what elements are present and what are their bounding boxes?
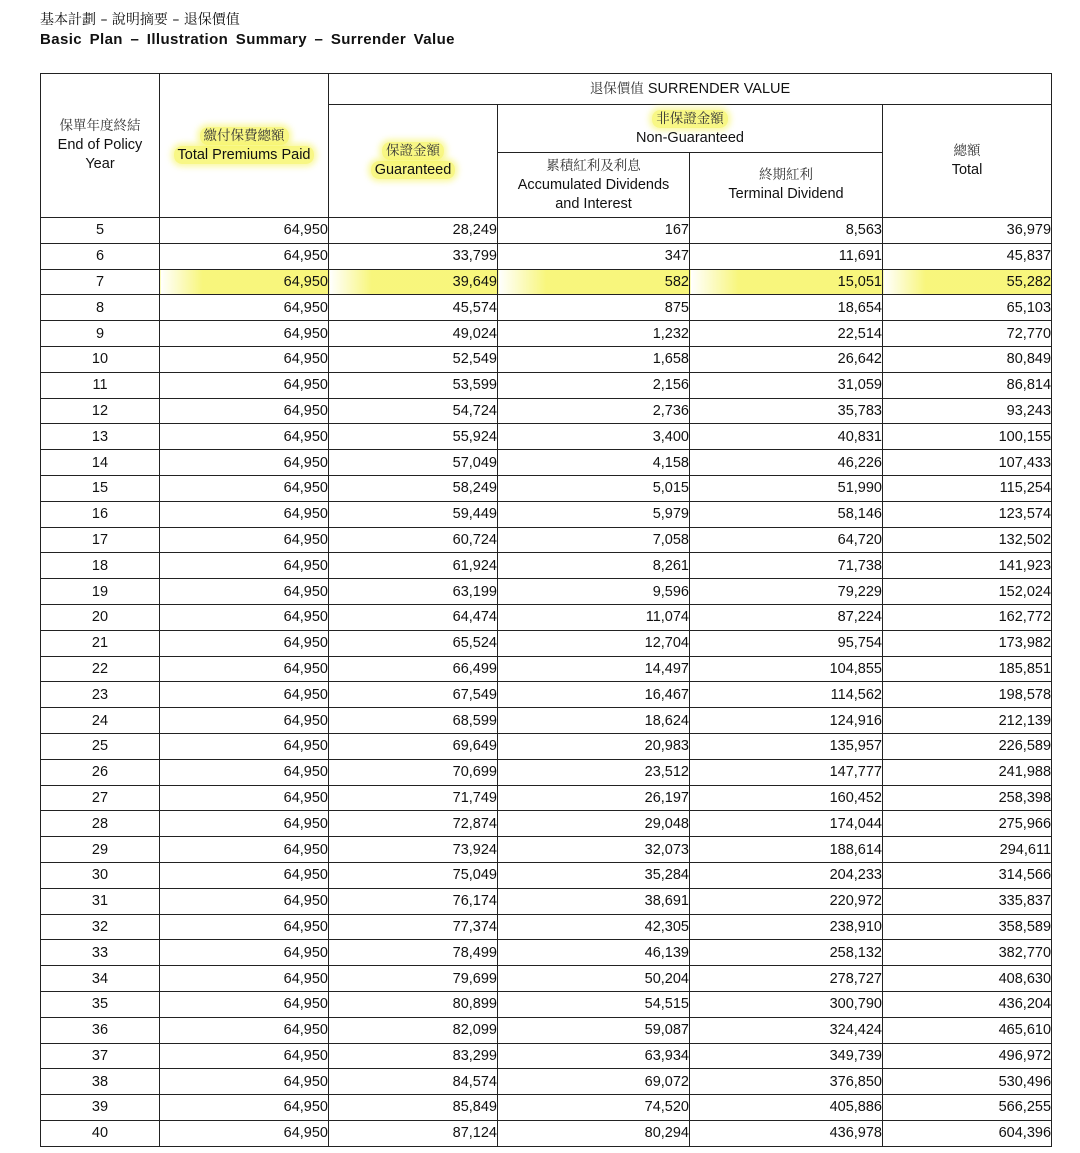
- cell-accumulated-dividends: 59,087: [498, 1017, 690, 1043]
- cell-guaranteed: 77,374: [329, 914, 498, 940]
- cell-total: 530,496: [883, 1069, 1052, 1095]
- cell-policy-year: 37: [41, 1043, 160, 1069]
- cell-guaranteed: 63,199: [329, 579, 498, 605]
- cell-total: 152,024: [883, 579, 1052, 605]
- cell-guaranteed: 66,499: [329, 656, 498, 682]
- cell-total: 496,972: [883, 1043, 1052, 1069]
- cell-total-premiums: 64,950: [160, 759, 329, 785]
- cell-accumulated-dividends: 74,520: [498, 1095, 690, 1121]
- cell-total: 604,396: [883, 1120, 1052, 1146]
- cell-terminal-dividend: 26,642: [690, 346, 883, 372]
- cell-total-premiums: 64,950: [160, 1069, 329, 1095]
- cell-accumulated-dividends: 4,158: [498, 450, 690, 476]
- cell-guaranteed: 72,874: [329, 811, 498, 837]
- cell-total-premiums: 64,950: [160, 243, 329, 269]
- cell-accumulated-dividends: 23,512: [498, 759, 690, 785]
- table-row: [41, 940, 1052, 966]
- cell-guaranteed: 60,724: [329, 527, 498, 553]
- cell-policy-year: 6: [41, 243, 160, 269]
- cell-policy-year: 30: [41, 862, 160, 888]
- cell-total: 258,398: [883, 785, 1052, 811]
- cell-policy-year: 13: [41, 424, 160, 450]
- header-guaranteed: [329, 105, 498, 218]
- cell-guaranteed: 84,574: [329, 1069, 498, 1095]
- cell-terminal-dividend: 64,720: [690, 527, 883, 553]
- cell-terminal-dividend: 238,910: [690, 914, 883, 940]
- cell-accumulated-dividends: 63,934: [498, 1043, 690, 1069]
- cell-policy-year: 39: [41, 1095, 160, 1121]
- cell-guaranteed: 79,699: [329, 966, 498, 992]
- cell-policy-year: 20: [41, 604, 160, 630]
- cell-policy-year: 16: [41, 501, 160, 527]
- table-row: [41, 837, 1052, 863]
- table-row: [41, 450, 1052, 476]
- cell-total-premiums: 64,950: [160, 553, 329, 579]
- cell-accumulated-dividends: 35,284: [498, 862, 690, 888]
- table-row: [41, 243, 1052, 269]
- cell-total-premiums: 64,950: [160, 527, 329, 553]
- cell-total: 93,243: [883, 398, 1052, 424]
- cell-terminal-dividend: 300,790: [690, 991, 883, 1017]
- cell-accumulated-dividends: 29,048: [498, 811, 690, 837]
- table-row: [41, 759, 1052, 785]
- table-row: [41, 708, 1052, 734]
- cell-terminal-dividend: 35,783: [690, 398, 883, 424]
- table-row: [41, 991, 1052, 1017]
- cell-policy-year: 28: [41, 811, 160, 837]
- cell-total: 241,988: [883, 759, 1052, 785]
- cell-total: 382,770: [883, 940, 1052, 966]
- cell-total: 408,630: [883, 966, 1052, 992]
- header-total-en: Total: [951, 162, 983, 178]
- table-row: [41, 966, 1052, 992]
- cell-guaranteed: 28,249: [329, 218, 498, 244]
- cell-guaranteed: 59,449: [329, 501, 498, 527]
- table-row: [41, 1120, 1052, 1146]
- cell-accumulated-dividends: 5,979: [498, 501, 690, 527]
- cell-total: 65,103: [883, 295, 1052, 321]
- table-row: [41, 321, 1052, 347]
- cell-accumulated-dividends: 46,139: [498, 940, 690, 966]
- cell-policy-year: 32: [41, 914, 160, 940]
- cell-policy-year: 21: [41, 630, 160, 656]
- cell-total: 86,814: [883, 372, 1052, 398]
- table-row: [41, 295, 1052, 321]
- header-guaranteed-en: Guaranteed: [371, 161, 456, 179]
- cell-total: 335,837: [883, 888, 1052, 914]
- cell-accumulated-dividends: 8,261: [498, 553, 690, 579]
- cell-accumulated-dividends: 26,197: [498, 785, 690, 811]
- header-total-premiums: [160, 74, 329, 218]
- surrender-value-table: [40, 73, 1052, 1147]
- cell-total-premiums: 64,950: [160, 656, 329, 682]
- table-row: [41, 346, 1052, 372]
- header-total: [883, 105, 1052, 218]
- cell-total-premiums: 64,950: [160, 372, 329, 398]
- cell-total-premiums: 64,950: [160, 1095, 329, 1121]
- cell-total: 162,772: [883, 604, 1052, 630]
- header-policy-year-zh: 保單年度終結: [59, 118, 141, 134]
- cell-policy-year: 12: [41, 398, 160, 424]
- cell-guaranteed: 45,574: [329, 295, 498, 321]
- table-body: [41, 218, 1052, 1147]
- cell-total-premiums: 64,950: [160, 321, 329, 347]
- cell-total: 141,923: [883, 553, 1052, 579]
- cell-accumulated-dividends: 54,515: [498, 991, 690, 1017]
- cell-total-premiums: 64,950: [160, 501, 329, 527]
- header-surrender-value: [329, 74, 1052, 105]
- cell-total: 226,589: [883, 733, 1052, 759]
- cell-total: 198,578: [883, 682, 1052, 708]
- cell-policy-year: 10: [41, 346, 160, 372]
- cell-policy-year: 17: [41, 527, 160, 553]
- table-row: [41, 1043, 1052, 1069]
- header-total-premiums-en: Total Premiums Paid: [174, 146, 315, 164]
- cell-total: 55,282: [883, 269, 1052, 295]
- cell-policy-year: 23: [41, 682, 160, 708]
- cell-guaranteed: 58,249: [329, 475, 498, 501]
- cell-accumulated-dividends: 167: [498, 218, 690, 244]
- header-non-guaranteed-zh: 非保證金額: [652, 110, 728, 128]
- table-row: [41, 527, 1052, 553]
- cell-total: 294,611: [883, 837, 1052, 863]
- cell-guaranteed: 39,649: [329, 269, 498, 295]
- cell-total-premiums: 64,950: [160, 708, 329, 734]
- cell-terminal-dividend: 71,738: [690, 553, 883, 579]
- cell-guaranteed: 64,474: [329, 604, 498, 630]
- cell-terminal-dividend: 220,972: [690, 888, 883, 914]
- cell-terminal-dividend: 147,777: [690, 759, 883, 785]
- cell-guaranteed: 69,649: [329, 733, 498, 759]
- cell-total-premiums: 64,950: [160, 579, 329, 605]
- table-row: [41, 682, 1052, 708]
- header-accumulated-en2: and Interest: [555, 195, 632, 212]
- cell-policy-year: 15: [41, 475, 160, 501]
- cell-accumulated-dividends: 1,658: [498, 346, 690, 372]
- cell-total-premiums: 64,950: [160, 837, 329, 863]
- cell-accumulated-dividends: 42,305: [498, 914, 690, 940]
- cell-guaranteed: 75,049: [329, 862, 498, 888]
- cell-accumulated-dividends: 582: [498, 269, 690, 295]
- cell-terminal-dividend: 349,739: [690, 1043, 883, 1069]
- cell-terminal-dividend: 124,916: [690, 708, 883, 734]
- cell-terminal-dividend: 405,886: [690, 1095, 883, 1121]
- header-surrender-value-en: SURRENDER VALUE: [647, 80, 791, 97]
- cell-terminal-dividend: 51,990: [690, 475, 883, 501]
- cell-total: 36,979: [883, 218, 1052, 244]
- cell-policy-year: 9: [41, 321, 160, 347]
- cell-terminal-dividend: 8,563: [690, 218, 883, 244]
- cell-accumulated-dividends: 18,624: [498, 708, 690, 734]
- cell-total: 275,966: [883, 811, 1052, 837]
- table-row: [41, 862, 1052, 888]
- cell-total: 45,837: [883, 243, 1052, 269]
- cell-accumulated-dividends: 16,467: [498, 682, 690, 708]
- cell-guaranteed: 70,699: [329, 759, 498, 785]
- table-row: [41, 656, 1052, 682]
- cell-terminal-dividend: 11,691: [690, 243, 883, 269]
- cell-policy-year: 34: [41, 966, 160, 992]
- header-policy-year-en2: Year: [85, 156, 115, 172]
- cell-total-premiums: 64,950: [160, 811, 329, 837]
- cell-terminal-dividend: 31,059: [690, 372, 883, 398]
- cell-accumulated-dividends: 20,983: [498, 733, 690, 759]
- table-row: [41, 888, 1052, 914]
- cell-total-premiums: 64,950: [160, 218, 329, 244]
- cell-policy-year: 8: [41, 295, 160, 321]
- cell-total: 173,982: [883, 630, 1052, 656]
- cell-accumulated-dividends: 7,058: [498, 527, 690, 553]
- cell-policy-year: 14: [41, 450, 160, 476]
- cell-accumulated-dividends: 14,497: [498, 656, 690, 682]
- cell-terminal-dividend: 114,562: [690, 682, 883, 708]
- cell-terminal-dividend: 15,051: [690, 269, 883, 295]
- table-row: [41, 269, 1052, 295]
- cell-total: 80,849: [883, 346, 1052, 372]
- cell-terminal-dividend: 87,224: [690, 604, 883, 630]
- cell-guaranteed: 82,099: [329, 1017, 498, 1043]
- cell-terminal-dividend: 436,978: [690, 1120, 883, 1146]
- cell-total-premiums: 64,950: [160, 940, 329, 966]
- header-non-guaranteed: [498, 105, 883, 153]
- cell-total-premiums: 64,950: [160, 269, 329, 295]
- cell-accumulated-dividends: 32,073: [498, 837, 690, 863]
- table-row: [41, 1095, 1052, 1121]
- table-header: [41, 74, 1052, 218]
- cell-total-premiums: 64,950: [160, 295, 329, 321]
- cell-policy-year: 33: [41, 940, 160, 966]
- table-row: [41, 475, 1052, 501]
- cell-policy-year: 40: [41, 1120, 160, 1146]
- cell-total: 100,155: [883, 424, 1052, 450]
- cell-guaranteed: 67,549: [329, 682, 498, 708]
- cell-total-premiums: 64,950: [160, 630, 329, 656]
- table-row: [41, 398, 1052, 424]
- cell-total-premiums: 64,950: [160, 450, 329, 476]
- header-total-premiums-zh: 繳付保費總額: [200, 127, 289, 145]
- cell-policy-year: 25: [41, 733, 160, 759]
- cell-policy-year: 27: [41, 785, 160, 811]
- header-terminal-en: Terminal Dividend: [728, 186, 844, 202]
- cell-accumulated-dividends: 1,232: [498, 321, 690, 347]
- cell-terminal-dividend: 174,044: [690, 811, 883, 837]
- cell-terminal-dividend: 204,233: [690, 862, 883, 888]
- cell-total-premiums: 64,950: [160, 862, 329, 888]
- header-terminal-zh: 終期紅利: [759, 167, 813, 183]
- cell-terminal-dividend: 18,654: [690, 295, 883, 321]
- cell-guaranteed: 53,599: [329, 372, 498, 398]
- page-header: [40, 10, 455, 50]
- table-row: [41, 1017, 1052, 1043]
- cell-accumulated-dividends: 12,704: [498, 630, 690, 656]
- cell-total: 566,255: [883, 1095, 1052, 1121]
- cell-terminal-dividend: 58,146: [690, 501, 883, 527]
- table-row: [41, 604, 1052, 630]
- cell-guaranteed: 85,849: [329, 1095, 498, 1121]
- cell-terminal-dividend: 278,727: [690, 966, 883, 992]
- cell-terminal-dividend: 95,754: [690, 630, 883, 656]
- page-title-en: Basic Plan – Illustration Summary – Surrender Value: [40, 31, 455, 48]
- header-accumulated-zh: 累積紅利及利息: [546, 157, 641, 174]
- cell-terminal-dividend: 376,850: [690, 1069, 883, 1095]
- cell-policy-year: 22: [41, 656, 160, 682]
- cell-terminal-dividend: 22,514: [690, 321, 883, 347]
- cell-policy-year: 36: [41, 1017, 160, 1043]
- cell-guaranteed: 61,924: [329, 553, 498, 579]
- cell-accumulated-dividends: 2,736: [498, 398, 690, 424]
- cell-guaranteed: 80,899: [329, 991, 498, 1017]
- cell-policy-year: 29: [41, 837, 160, 863]
- cell-total-premiums: 64,950: [160, 604, 329, 630]
- cell-total: 185,851: [883, 656, 1052, 682]
- cell-terminal-dividend: 104,855: [690, 656, 883, 682]
- header-policy-year: [41, 74, 160, 218]
- table-row: [41, 501, 1052, 527]
- cell-accumulated-dividends: 2,156: [498, 372, 690, 398]
- header-total-zh: 總額: [953, 143, 981, 159]
- cell-policy-year: 18: [41, 553, 160, 579]
- cell-guaranteed: 71,749: [329, 785, 498, 811]
- cell-policy-year: 38: [41, 1069, 160, 1095]
- cell-guaranteed: 73,924: [329, 837, 498, 863]
- cell-guaranteed: 83,299: [329, 1043, 498, 1069]
- cell-terminal-dividend: 324,424: [690, 1017, 883, 1043]
- cell-total-premiums: 64,950: [160, 398, 329, 424]
- cell-terminal-dividend: 135,957: [690, 733, 883, 759]
- cell-accumulated-dividends: 69,072: [498, 1069, 690, 1095]
- cell-policy-year: 31: [41, 888, 160, 914]
- cell-total: 107,433: [883, 450, 1052, 476]
- cell-accumulated-dividends: 3,400: [498, 424, 690, 450]
- header-surrender-value-zh: 退保價值: [589, 80, 644, 97]
- header-guaranteed-zh: 保證金額: [382, 142, 444, 160]
- header-terminal-dividend: [690, 153, 883, 218]
- cell-terminal-dividend: 40,831: [690, 424, 883, 450]
- cell-total: 314,566: [883, 862, 1052, 888]
- table-row: [41, 218, 1052, 244]
- cell-guaranteed: 55,924: [329, 424, 498, 450]
- table-row: [41, 372, 1052, 398]
- cell-guaranteed: 57,049: [329, 450, 498, 476]
- cell-total-premiums: 64,950: [160, 1120, 329, 1146]
- cell-total-premiums: 64,950: [160, 733, 329, 759]
- cell-total-premiums: 64,950: [160, 424, 329, 450]
- cell-guaranteed: 78,499: [329, 940, 498, 966]
- cell-guaranteed: 65,524: [329, 630, 498, 656]
- cell-policy-year: 5: [41, 218, 160, 244]
- table-row: [41, 424, 1052, 450]
- cell-guaranteed: 49,024: [329, 321, 498, 347]
- table-row: [41, 1069, 1052, 1095]
- cell-total-premiums: 64,950: [160, 914, 329, 940]
- cell-guaranteed: 33,799: [329, 243, 498, 269]
- cell-total-premiums: 64,950: [160, 475, 329, 501]
- header-policy-year-en1: End of Policy: [57, 137, 143, 153]
- cell-terminal-dividend: 188,614: [690, 837, 883, 863]
- cell-accumulated-dividends: 875: [498, 295, 690, 321]
- cell-guaranteed: 52,549: [329, 346, 498, 372]
- cell-accumulated-dividends: 80,294: [498, 1120, 690, 1146]
- cell-policy-year: 19: [41, 579, 160, 605]
- table-row: [41, 630, 1052, 656]
- cell-terminal-dividend: 79,229: [690, 579, 883, 605]
- cell-policy-year: 7: [41, 269, 160, 295]
- cell-total: 436,204: [883, 991, 1052, 1017]
- cell-policy-year: 24: [41, 708, 160, 734]
- table-row: [41, 914, 1052, 940]
- cell-accumulated-dividends: 50,204: [498, 966, 690, 992]
- cell-guaranteed: 87,124: [329, 1120, 498, 1146]
- table-row: [41, 811, 1052, 837]
- cell-total: 212,139: [883, 708, 1052, 734]
- cell-total: 123,574: [883, 501, 1052, 527]
- table-row: [41, 785, 1052, 811]
- cell-accumulated-dividends: 38,691: [498, 888, 690, 914]
- cell-total-premiums: 64,950: [160, 966, 329, 992]
- cell-total-premiums: 64,950: [160, 888, 329, 914]
- cell-guaranteed: 76,174: [329, 888, 498, 914]
- cell-terminal-dividend: 46,226: [690, 450, 883, 476]
- cell-terminal-dividend: 258,132: [690, 940, 883, 966]
- header-accumulated-dividends: [498, 153, 690, 218]
- cell-accumulated-dividends: 11,074: [498, 604, 690, 630]
- cell-policy-year: 35: [41, 991, 160, 1017]
- header-non-guaranteed-en: Non-Guaranteed: [635, 129, 744, 146]
- cell-total-premiums: 64,950: [160, 346, 329, 372]
- cell-total: 72,770: [883, 321, 1052, 347]
- cell-total: 465,610: [883, 1017, 1052, 1043]
- page-title-zh: 基本計劃 – 說明摘要 – 退保價值: [40, 12, 240, 28]
- cell-total-premiums: 64,950: [160, 682, 329, 708]
- cell-accumulated-dividends: 5,015: [498, 475, 690, 501]
- table-row: [41, 733, 1052, 759]
- cell-accumulated-dividends: 9,596: [498, 579, 690, 605]
- table-row: [41, 579, 1052, 605]
- cell-accumulated-dividends: 347: [498, 243, 690, 269]
- cell-guaranteed: 68,599: [329, 708, 498, 734]
- cell-total-premiums: 64,950: [160, 1017, 329, 1043]
- cell-policy-year: 11: [41, 372, 160, 398]
- cell-total-premiums: 64,950: [160, 1043, 329, 1069]
- cell-total-premiums: 64,950: [160, 785, 329, 811]
- table-row: [41, 553, 1052, 579]
- cell-policy-year: 26: [41, 759, 160, 785]
- cell-guaranteed: 54,724: [329, 398, 498, 424]
- cell-total: 115,254: [883, 475, 1052, 501]
- cell-total-premiums: 64,950: [160, 991, 329, 1017]
- cell-terminal-dividend: 160,452: [690, 785, 883, 811]
- cell-total: 132,502: [883, 527, 1052, 553]
- header-accumulated-en1: Accumulated Dividends: [517, 176, 670, 193]
- cell-total: 358,589: [883, 914, 1052, 940]
